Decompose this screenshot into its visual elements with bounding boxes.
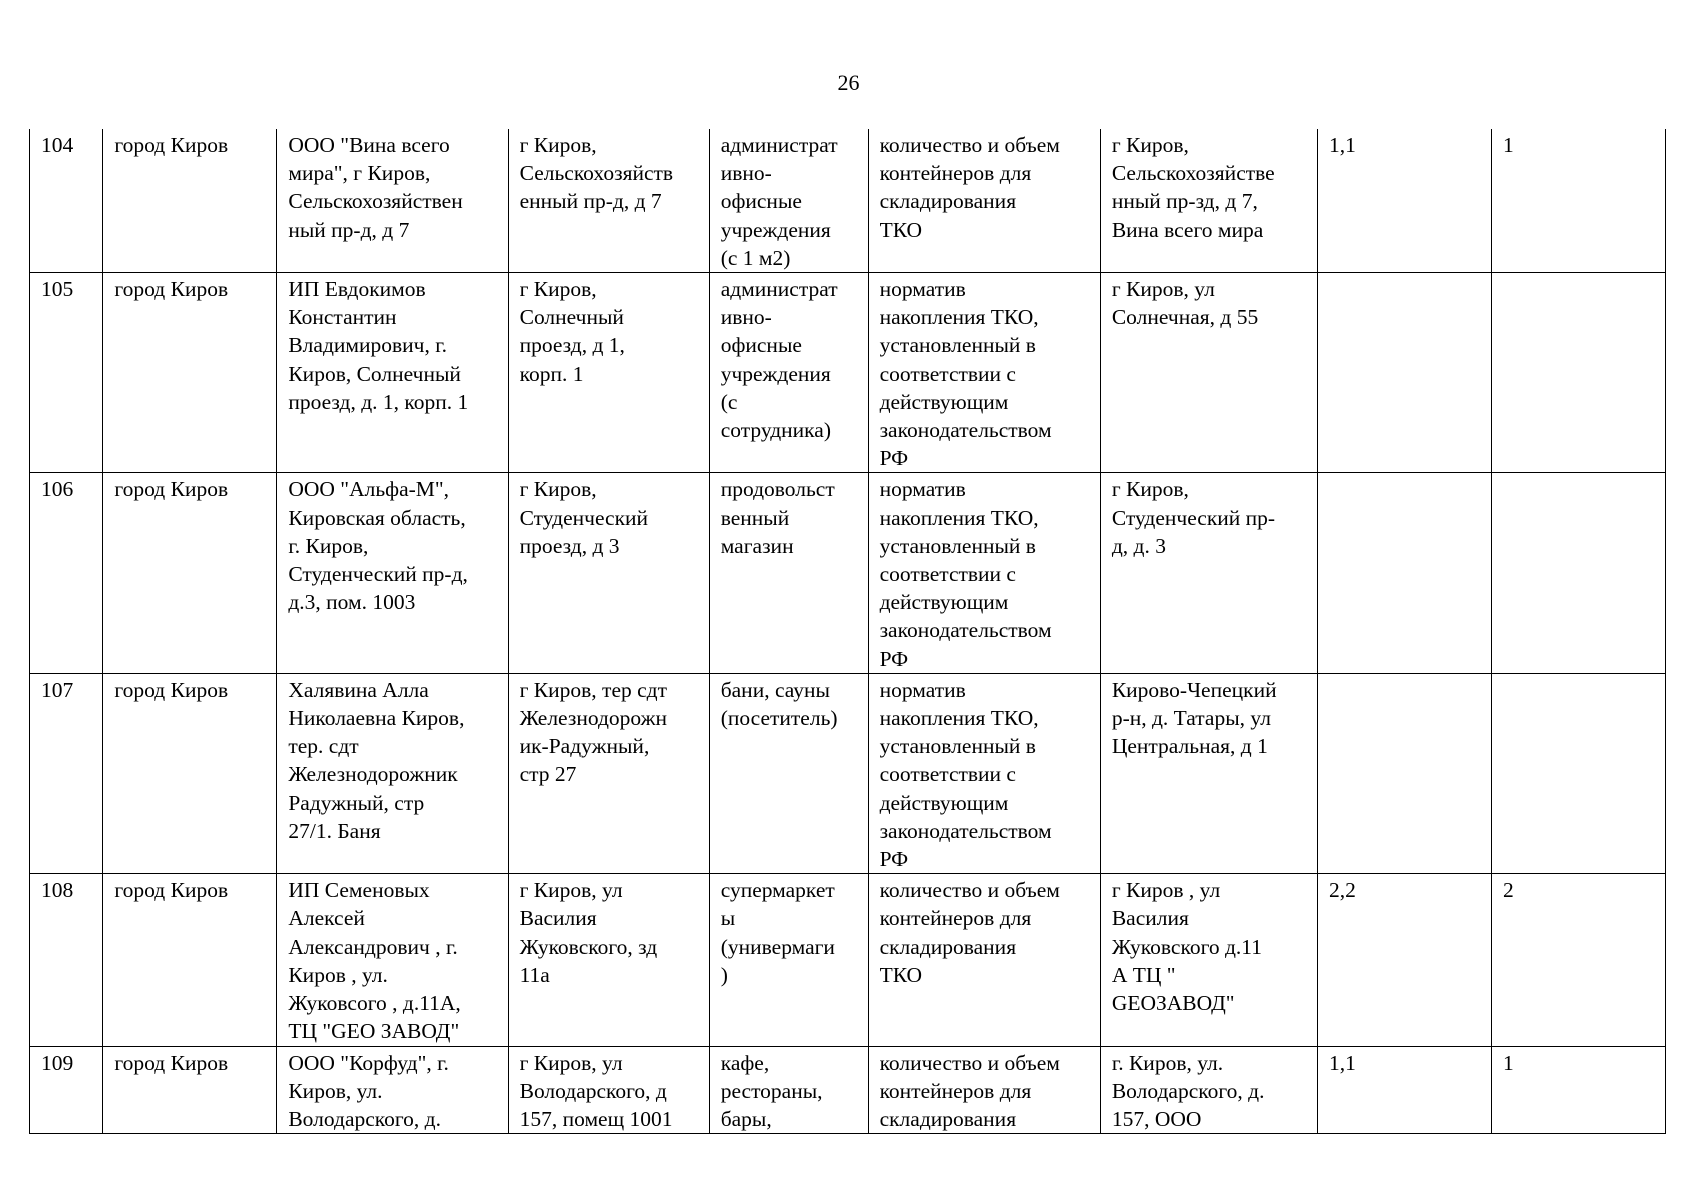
address-cell: г Киров, тер сдт Железнодорожн ик-Радужный, стр 27: [508, 673, 709, 873]
volume-cell: [1318, 473, 1492, 673]
site-cell: г Киров, Сельскохозяйстве нный пр-зд, д 7, Вина всего мира: [1100, 129, 1317, 273]
owner-cell: Халявина Алла Николаевна Киров, тер. сдт Железнодорожник Радужный, стр 27/1. Баня: [277, 673, 508, 873]
table-row: [30, 273, 1666, 473]
table-row: [30, 673, 1666, 873]
count-cell: [1491, 473, 1665, 673]
method-cell: норматив накопления ТКО, установленный в соответствии с действующим законодательством РФ: [868, 473, 1100, 673]
address-cell: г Киров, ул Володарского, д 157, помещ 1001: [508, 1046, 709, 1134]
category-cell: администрат ивно- офисные учреждения (с сотрудника): [709, 273, 868, 473]
address-cell: г Киров, Сельскохозяйств енный пр-д, д 7: [508, 129, 709, 273]
volume-cell: [1318, 273, 1492, 473]
method-cell: количество и объем контейнеров для складирования: [868, 1046, 1100, 1134]
owner-cell: ИП Евдокимов Константин Владимирович, г. Киров, Солнечный проезд, д. 1, корп. 1: [277, 273, 508, 473]
category-cell: продовольст венный магазин: [709, 473, 868, 673]
count-cell: 2: [1491, 874, 1665, 1046]
count-cell: 1: [1491, 129, 1665, 273]
owner-cell: ООО "Альфа-М", Кировская область, г. Киров, Студенческий пр-д, д.3, пом. 1003: [277, 473, 508, 673]
count-cell: [1491, 673, 1665, 873]
waste-sites-table: [29, 129, 1666, 1134]
row-number: 109: [30, 1046, 103, 1134]
settlement-cell: город Киров: [103, 473, 277, 673]
category-cell: супермаркет ы (универмаги ): [709, 874, 868, 1046]
count-cell: 1: [1491, 1046, 1665, 1134]
method-cell: норматив накопления ТКО, установленный в соответствии с действующим законодательством РФ: [868, 673, 1100, 873]
row-number: 106: [30, 473, 103, 673]
owner-cell: ООО "Корфуд", г. Киров, ул. Володарского, д.: [277, 1046, 508, 1134]
page-number: 26: [837, 70, 860, 95]
row-number: 105: [30, 273, 103, 473]
method-cell: количество и объем контейнеров для складирования ТКО: [868, 874, 1100, 1046]
volume-cell: [1318, 673, 1492, 873]
settlement-cell: город Киров: [103, 874, 277, 1046]
table-row: [30, 1046, 1666, 1134]
address-cell: г Киров, ул Василия Жуковского, зд 11а: [508, 874, 709, 1046]
category-cell: кафе, рестораны, бары,: [709, 1046, 868, 1134]
table-row: [30, 129, 1666, 273]
site-cell: Кирово-Чепецкий р-н, д. Татары, ул Центральная, д 1: [1100, 673, 1317, 873]
volume-cell: 1,1: [1318, 129, 1492, 273]
site-cell: г. Киров, ул. Володарского, д. 157, ООО: [1100, 1046, 1317, 1134]
owner-cell: ООО "Вина всего мира", г Киров, Сельскохозяйствен ный пр-д, д 7: [277, 129, 508, 273]
row-number: 108: [30, 874, 103, 1046]
table-row: [30, 473, 1666, 673]
settlement-cell: город Киров: [103, 129, 277, 273]
settlement-cell: город Киров: [103, 1046, 277, 1134]
owner-cell: ИП Семеновых Алексей Александрович , г. Киров , ул. Жуковсого , д.11А, ТЦ "GEO ЗАВОД": [277, 874, 508, 1046]
address-cell: г Киров, Солнечный проезд, д 1, корп. 1: [508, 273, 709, 473]
table-row: [30, 874, 1666, 1046]
site-cell: г Киров , ул Василия Жуковского д.11 А ТЦ " GEОЗАВОД": [1100, 874, 1317, 1046]
count-cell: [1491, 273, 1665, 473]
volume-cell: 1,1: [1318, 1046, 1492, 1134]
site-cell: г Киров, ул Солнечная, д 55: [1100, 273, 1317, 473]
category-cell: бани, сауны (посетитель): [709, 673, 868, 873]
row-number: 104: [30, 129, 103, 273]
row-number: 107: [30, 673, 103, 873]
method-cell: норматив накопления ТКО, установленный в соответствии с действующим законодательством РФ: [868, 273, 1100, 473]
site-cell: г Киров, Студенческий пр- д, д. 3: [1100, 473, 1317, 673]
volume-cell: 2,2: [1318, 874, 1492, 1046]
method-cell: количество и объем контейнеров для складирования ТКО: [868, 129, 1100, 273]
address-cell: г Киров, Студенческий проезд, д 3: [508, 473, 709, 673]
category-cell: администрат ивно- офисные учреждения (с 1 м2): [709, 129, 868, 273]
settlement-cell: город Киров: [103, 673, 277, 873]
settlement-cell: город Киров: [103, 273, 277, 473]
